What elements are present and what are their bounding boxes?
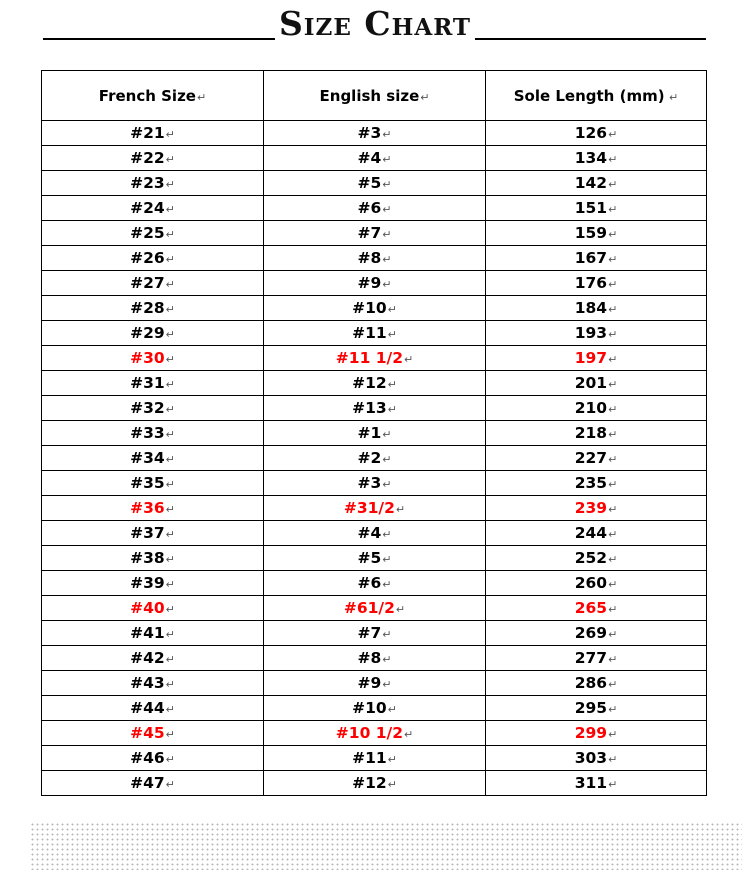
return-arrow-icon: ↵ [387, 403, 397, 416]
return-arrow-icon: ↵ [608, 728, 618, 741]
return-arrow-icon: ↵ [165, 428, 175, 441]
cell-english-size: #10 1/2↵ [264, 721, 486, 746]
cell-english-size: #31/2↵ [264, 496, 486, 521]
cell-sole-length: 244↵ [486, 521, 707, 546]
return-arrow-icon: ↵ [382, 203, 392, 216]
cell-english-size: #13↵ [264, 396, 486, 421]
cell-sole-length: 167↵ [486, 246, 707, 271]
cell-english-size: #5↵ [264, 546, 486, 571]
cell-french-size: #38↵ [42, 546, 264, 571]
return-arrow-icon: ↵ [608, 178, 618, 191]
cell-sole-length: 176↵ [486, 271, 707, 296]
table-header-row [42, 71, 707, 121]
return-arrow-icon: ↵ [165, 728, 175, 741]
cell-french-size: #28↵ [42, 296, 264, 321]
cell-english-size: #10↵ [264, 696, 486, 721]
cell-sole-length: 193↵ [486, 321, 707, 346]
cell-french-size: #40↵ [42, 596, 264, 621]
return-arrow-icon: ↵ [382, 128, 392, 141]
table-row [42, 721, 707, 746]
return-arrow-icon: ↵ [165, 778, 175, 791]
return-arrow-icon: ↵ [608, 528, 618, 541]
cell-french-size: #23↵ [42, 171, 264, 196]
return-arrow-icon: ↵ [382, 578, 392, 591]
table-row [42, 371, 707, 396]
cell-sole-length: 134↵ [486, 146, 707, 171]
return-arrow-icon: ↵ [608, 153, 618, 166]
title-block [0, 0, 750, 50]
cell-english-size: #7↵ [264, 621, 486, 646]
return-arrow-icon: ↵ [387, 753, 397, 766]
return-arrow-icon: ↵ [608, 678, 618, 691]
return-arrow-icon: ↵ [165, 603, 175, 616]
return-arrow-icon: ↵ [196, 90, 207, 104]
cell-french-size: #42↵ [42, 646, 264, 671]
return-arrow-icon: ↵ [165, 303, 175, 316]
return-arrow-icon: ↵ [382, 153, 392, 166]
return-arrow-icon: ↵ [608, 303, 618, 316]
return-arrow-icon: ↵ [403, 353, 414, 366]
cell-sole-length: 299↵ [486, 721, 707, 746]
cell-sole-length: 303↵ [486, 746, 707, 771]
return-arrow-icon: ↵ [165, 503, 175, 516]
return-arrow-icon: ↵ [382, 278, 392, 291]
return-arrow-icon: ↵ [608, 478, 618, 491]
cell-sole-length: 265↵ [486, 596, 707, 621]
cell-sole-length: 218↵ [486, 421, 707, 446]
return-arrow-icon: ↵ [665, 90, 679, 104]
cell-english-size: #9↵ [264, 671, 486, 696]
return-arrow-icon: ↵ [382, 178, 392, 191]
return-arrow-icon: ↵ [165, 703, 175, 716]
return-arrow-icon: ↵ [608, 403, 618, 416]
return-arrow-icon: ↵ [382, 453, 392, 466]
cell-english-size: #11↵ [264, 746, 486, 771]
return-arrow-icon: ↵ [382, 228, 392, 241]
table-row [42, 271, 707, 296]
return-arrow-icon: ↵ [608, 228, 618, 241]
return-arrow-icon: ↵ [608, 378, 618, 391]
header-french-size: French Size↵ [42, 71, 264, 121]
cell-french-size: #43↵ [42, 671, 264, 696]
cell-french-size: #36↵ [42, 496, 264, 521]
table-row [42, 121, 707, 146]
table-row [42, 321, 707, 346]
cell-english-size: #7↵ [264, 221, 486, 246]
return-arrow-icon: ↵ [165, 578, 175, 591]
cell-english-size: #2↵ [264, 446, 486, 471]
cell-sole-length: 184↵ [486, 296, 707, 321]
return-arrow-icon: ↵ [165, 653, 175, 666]
cell-sole-length: 235↵ [486, 471, 707, 496]
cell-french-size: #45↵ [42, 721, 264, 746]
table-row [42, 221, 707, 246]
cell-french-size: #37↵ [42, 521, 264, 546]
cell-sole-length: 197↵ [486, 346, 707, 371]
return-arrow-icon: ↵ [403, 728, 414, 741]
return-arrow-icon: ↵ [608, 603, 618, 616]
return-arrow-icon: ↵ [395, 503, 406, 516]
return-arrow-icon: ↵ [387, 328, 397, 341]
return-arrow-icon: ↵ [608, 278, 618, 291]
return-arrow-icon: ↵ [165, 328, 175, 341]
table-row [42, 346, 707, 371]
cell-french-size: #21↵ [42, 121, 264, 146]
cell-french-size: #33↵ [42, 421, 264, 446]
return-arrow-icon: ↵ [165, 478, 175, 491]
return-arrow-icon: ↵ [608, 653, 618, 666]
cell-french-size: #44↵ [42, 696, 264, 721]
table-row [42, 696, 707, 721]
return-arrow-icon: ↵ [165, 628, 175, 641]
cell-french-size: #25↵ [42, 221, 264, 246]
cell-sole-length: 277↵ [486, 646, 707, 671]
return-arrow-icon: ↵ [165, 553, 175, 566]
header-sole-length: Sole Length (mm) ↵ [486, 71, 707, 121]
cell-sole-length: 269↵ [486, 621, 707, 646]
cell-french-size: #35↵ [42, 471, 264, 496]
return-arrow-icon: ↵ [382, 528, 392, 541]
table-body [42, 121, 707, 796]
cell-english-size: #4↵ [264, 521, 486, 546]
table-row [42, 571, 707, 596]
cell-sole-length: 159↵ [486, 221, 707, 246]
table-row [42, 471, 707, 496]
return-arrow-icon: ↵ [165, 753, 175, 766]
cell-english-size: #3↵ [264, 121, 486, 146]
table-row [42, 146, 707, 171]
cell-sole-length: 227↵ [486, 446, 707, 471]
table-row [42, 396, 707, 421]
table-row [42, 446, 707, 471]
return-arrow-icon: ↵ [165, 278, 175, 291]
cell-french-size: #31↵ [42, 371, 264, 396]
return-arrow-icon: ↵ [382, 428, 392, 441]
return-arrow-icon: ↵ [387, 703, 397, 716]
return-arrow-icon: ↵ [382, 653, 392, 666]
cell-french-size: #29↵ [42, 321, 264, 346]
cell-english-size: #6↵ [264, 196, 486, 221]
cell-english-size: #11↵ [264, 321, 486, 346]
cell-sole-length: 252↵ [486, 546, 707, 571]
cell-french-size: #26↵ [42, 246, 264, 271]
cell-sole-length: 286↵ [486, 671, 707, 696]
table-row [42, 521, 707, 546]
return-arrow-icon: ↵ [165, 353, 175, 366]
table-row [42, 671, 707, 696]
return-arrow-icon: ↵ [608, 778, 618, 791]
cell-sole-length: 239↵ [486, 496, 707, 521]
size-chart-table [41, 70, 707, 796]
cell-english-size: #12↵ [264, 771, 486, 796]
cell-english-size: #6↵ [264, 571, 486, 596]
return-arrow-icon: ↵ [608, 628, 618, 641]
table-row [42, 496, 707, 521]
return-arrow-icon: ↵ [165, 128, 175, 141]
return-arrow-icon: ↵ [165, 203, 175, 216]
return-arrow-icon: ↵ [387, 778, 397, 791]
cell-english-size: #1↵ [264, 421, 486, 446]
table-row [42, 746, 707, 771]
return-arrow-icon: ↵ [608, 453, 618, 466]
cell-french-size: #22↵ [42, 146, 264, 171]
cell-french-size: #34↵ [42, 446, 264, 471]
return-arrow-icon: ↵ [608, 128, 618, 141]
return-arrow-icon: ↵ [608, 578, 618, 591]
return-arrow-icon: ↵ [382, 553, 392, 566]
table-row [42, 171, 707, 196]
table-row [42, 546, 707, 571]
cell-sole-length: 295↵ [486, 696, 707, 721]
table-row [42, 621, 707, 646]
return-arrow-icon: ↵ [608, 428, 618, 441]
cell-english-size: #5↵ [264, 171, 486, 196]
cell-sole-length: 260↵ [486, 571, 707, 596]
table-row [42, 196, 707, 221]
cell-french-size: #47↵ [42, 771, 264, 796]
table-row [42, 646, 707, 671]
cell-english-size: #3↵ [264, 471, 486, 496]
cell-french-size: #27↵ [42, 271, 264, 296]
cell-french-size: #46↵ [42, 746, 264, 771]
dotted-pattern [30, 822, 742, 870]
return-arrow-icon: ↵ [165, 153, 175, 166]
cell-english-size: #61/2↵ [264, 596, 486, 621]
cell-sole-length: 151↵ [486, 196, 707, 221]
cell-sole-length: 142↵ [486, 171, 707, 196]
cell-french-size: #30↵ [42, 346, 264, 371]
cell-english-size: #8↵ [264, 646, 486, 671]
return-arrow-icon: ↵ [608, 203, 618, 216]
cell-english-size: #8↵ [264, 246, 486, 271]
cell-english-size: #12↵ [264, 371, 486, 396]
return-arrow-icon: ↵ [382, 478, 392, 491]
cell-sole-length: 126↵ [486, 121, 707, 146]
return-arrow-icon: ↵ [608, 703, 618, 716]
return-arrow-icon: ↵ [387, 303, 397, 316]
cell-english-size: #9↵ [264, 271, 486, 296]
cell-sole-length: 311↵ [486, 771, 707, 796]
table-row [42, 771, 707, 796]
return-arrow-icon: ↵ [165, 228, 175, 241]
table-row [42, 296, 707, 321]
return-arrow-icon: ↵ [382, 628, 392, 641]
cell-english-size: #11 1/2↵ [264, 346, 486, 371]
return-arrow-icon: ↵ [608, 553, 618, 566]
return-arrow-icon: ↵ [608, 353, 618, 366]
return-arrow-icon: ↵ [382, 253, 392, 266]
return-arrow-icon: ↵ [165, 253, 175, 266]
cell-french-size: #39↵ [42, 571, 264, 596]
return-arrow-icon: ↵ [608, 328, 618, 341]
cell-english-size: #4↵ [264, 146, 486, 171]
return-arrow-icon: ↵ [165, 453, 175, 466]
return-arrow-icon: ↵ [165, 378, 175, 391]
table-row [42, 596, 707, 621]
cell-french-size: #24↵ [42, 196, 264, 221]
cell-sole-length: 210↵ [486, 396, 707, 421]
cell-french-size: #32↵ [42, 396, 264, 421]
header-english-size: English size↵ [264, 71, 486, 121]
page-title: Size Chart [275, 4, 475, 43]
return-arrow-icon: ↵ [382, 678, 392, 691]
return-arrow-icon: ↵ [395, 603, 406, 616]
cell-english-size: #10↵ [264, 296, 486, 321]
return-arrow-icon: ↵ [608, 253, 618, 266]
return-arrow-icon: ↵ [387, 378, 397, 391]
table-row [42, 421, 707, 446]
return-arrow-icon: ↵ [420, 90, 430, 104]
return-arrow-icon: ↵ [165, 178, 175, 191]
return-arrow-icon: ↵ [608, 753, 618, 766]
return-arrow-icon: ↵ [165, 678, 175, 691]
return-arrow-icon: ↵ [608, 503, 618, 516]
cell-french-size: #41↵ [42, 621, 264, 646]
table-row [42, 246, 707, 271]
return-arrow-icon: ↵ [165, 403, 175, 416]
cell-sole-length: 201↵ [486, 371, 707, 396]
return-arrow-icon: ↵ [165, 528, 175, 541]
